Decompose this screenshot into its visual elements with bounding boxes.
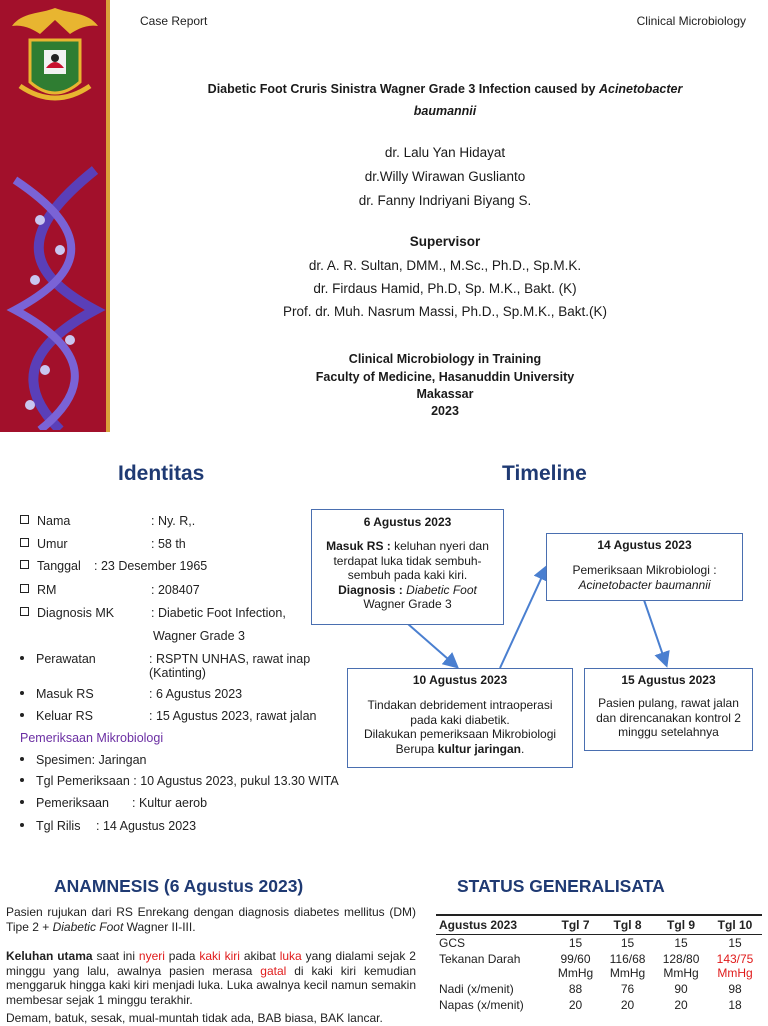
status-table	[436, 914, 762, 1013]
micro-row: Pemeriksaan : Kultur aerob	[20, 796, 207, 810]
supervisor-heading: Supervisor	[409, 234, 481, 249]
column-header: Tgl 8	[601, 915, 654, 935]
title-italic-1: Acinetobacter	[598, 82, 683, 96]
supervisor-1: dr. A. R. Sultan, DMM., M.Sc., Ph.D., Sp.M.K.	[308, 258, 582, 273]
title-italic-2: baumannii	[413, 104, 477, 118]
identitas-bullet: Masuk RS : 6 Agustus 2023	[20, 687, 242, 701]
identitas-row: Diagnosis MK : Diabetic Foot Infection,	[20, 606, 286, 620]
status-heading: STATUS GENERALISATA	[457, 876, 665, 896]
event-date: 6 Agustus 2023	[363, 515, 452, 529]
institution-3: Makassar	[416, 387, 474, 401]
column-header: Tgl 9	[654, 915, 708, 935]
identitas-row: RM : 208407	[20, 583, 200, 597]
timeline-event-2	[347, 668, 573, 768]
anamnesis-heading: ANAMNESIS (6 Agustus 2023)	[54, 876, 304, 896]
identitas-row: Tanggal : 23 Desember 1965	[20, 559, 207, 573]
institution-4: 2023	[431, 404, 459, 418]
arrow-3	[644, 600, 666, 664]
micro-row: Tgl Rilis : 14 Agustus 2023	[20, 819, 196, 833]
column-header: Tgl 10	[708, 915, 762, 935]
timeline-heading: Timeline	[502, 462, 587, 485]
header-right: Clinical Microbiology	[636, 14, 746, 28]
micro-heading: Pemeriksaan Mikrobiologi	[20, 731, 164, 745]
header-left: Case Report	[140, 14, 208, 28]
event-date: 14 Agustus 2023	[597, 538, 692, 552]
identitas-bullet: Keluar RS : 15 Agustus 2023, rawat jalan	[20, 709, 316, 723]
event-date: 10 Agustus 2023	[412, 673, 508, 687]
identitas-row-cont: Wagner Grade 3	[153, 629, 245, 643]
timeline-event-4	[584, 668, 753, 751]
table-row: Nadi (x/menit) 88 76 90 98	[439, 982, 742, 996]
arrow-2	[500, 568, 546, 668]
bp-highlight: 143/75 MmHg	[716, 952, 754, 980]
event-text: Tindakan debridement intraoperasi pada kaki diabetik. Dilakukan pemeriksaan Mikrobiologi Berupa kultur jaringan.	[363, 698, 557, 756]
identitas-row: Nama : Ny. R,.	[20, 514, 195, 528]
timeline-event-3	[546, 533, 743, 601]
event-text: Pemeriksaan Mikrobiologi : Acinetobacter baumannii	[572, 563, 717, 592]
institution-2: Faculty of Medicine, Hasanuddin University	[315, 370, 575, 384]
supervisor-2: dr. Firdaus Hamid, Ph.D, Sp. M.K., Bakt. (K)	[313, 281, 577, 296]
author-1: dr. Lalu Yan Hidayat	[384, 145, 506, 160]
identitas-row: Umur : 58 th	[20, 537, 186, 551]
title-text: Diabetic Foot Cruris Sinistra Wagner Grade 3 Infection caused by	[207, 82, 599, 96]
supervisor-3: Prof. dr. Muh. Nasrum Massi, Ph.D., Sp.M.K., Bakt.(K)	[282, 304, 608, 319]
anamnesis-paragraph-1: Pasien rujukan dari RS Enrekang dengan diagnosis diabetes mellitus (DM) Tipe 2 + Diabetic Foot Wagner II-III.	[6, 905, 416, 934]
identitas-heading: Identitas	[118, 462, 205, 485]
author-2: dr.Willy Wirawan Guslianto	[364, 169, 526, 184]
event-text: Pasien pulang, rawat jalan dan direncanakan kontrol 2 minggu setelahnya	[596, 696, 741, 739]
institution-1: Clinical Microbiology in Training	[348, 352, 542, 366]
table-row: Tekanan Darah 99/60 MmHg 116/68 MmHg 128/80 MmHg 143/75 MmHg	[436, 951, 762, 981]
anamnesis-paragraph-2: Keluhan utama saat ini nyeri pada kaki kiri akibat luka yang dialami sejak 2 minggu yang lalu, awalnya pasien merasa gatal di kaki kiri kemudian menggaruk hingga kaki kiri menjadi luka. Luka awalnya kecil namun semakin membesar sejak 1 minggu terakhir.	[6, 949, 416, 1007]
arrow-1	[408, 624, 456, 666]
column-header: Tgl 7	[550, 915, 601, 935]
identitas-bullet-cont: (Katinting)	[149, 666, 206, 680]
micro-row: Spesimen: Jaringan	[20, 753, 147, 767]
event-date: 15 Agustus 2023	[621, 673, 716, 687]
table-row: GCS 15 15 15 15	[439, 936, 742, 950]
column-header: Agustus 2023	[436, 915, 550, 935]
table-row: Napas (x/menit) 20 20 20 18	[439, 998, 742, 1012]
micro-row: Tgl Pemeriksaan : 10 Agustus 2023, pukul 13.30 WITA	[20, 774, 339, 788]
timeline-event-1	[311, 509, 504, 625]
event-text: Masuk RS : keluhan nyeri dan terdapat luka tidak sembuh- sembuh pada kaki kiri. Diagnosis : Diabetic Foot Wagner Grade 3	[326, 539, 489, 611]
author-3: dr. Fanny Indriyani Biyang S.	[358, 193, 532, 208]
identitas-bullet: Perawatan : RSPTN UNHAS, rawat inap	[20, 652, 310, 666]
anamnesis-paragraph-3: Demam, batuk, sesak, mual-muntah tidak ada, BAB biasa, BAK lancar.	[6, 1011, 383, 1025]
table-header-row	[436, 915, 762, 935]
